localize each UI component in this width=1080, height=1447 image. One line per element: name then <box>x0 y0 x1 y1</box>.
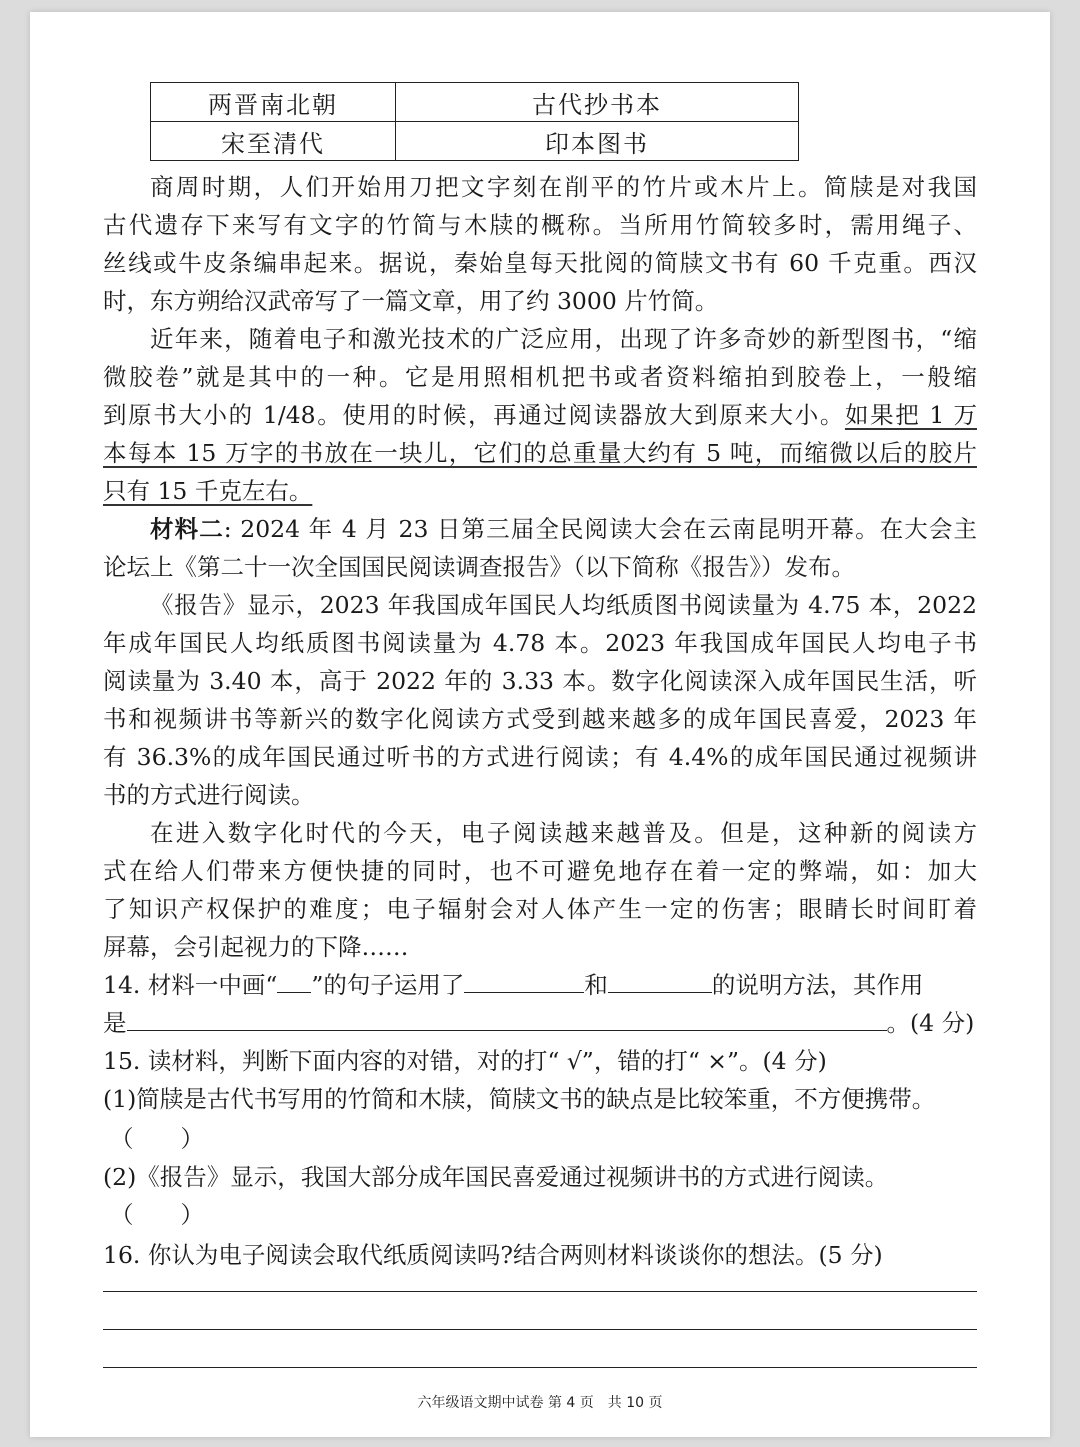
question-text: 14. 材料一中画“ <box>103 971 278 999</box>
underlined-sentence: 如果把 1 万 <box>844 401 977 429</box>
underlined-sentence: 本每本 15 万字的书放在一块儿，它们的总重量大约有 5 吨，而缩微以后的胶片 <box>103 439 977 467</box>
answer-blank[interactable] <box>277 966 311 993</box>
paragraph-line: 《报告》显示，2023 年我国成年国民人均纸质图书阅读量为 4.75 本，2022 <box>150 591 977 619</box>
answer-blank[interactable] <box>127 1004 887 1031</box>
paragraph-line <box>103 472 977 510</box>
table-cell: 宋至清代 <box>151 122 396 161</box>
paragraph-line: 式在给人们带来方便快捷的同时，也不可避免地存在着一定的弊端，如：加大 <box>103 857 977 885</box>
material-label: 材料二 <box>150 515 224 543</box>
table-cell: 印本图书 <box>396 122 799 161</box>
paragraph-line: 书的方式进行阅读。 <box>103 781 315 809</box>
table-cell: 古代抄书本 <box>396 83 799 122</box>
question-16-title: 16. 你认为电子阅读会取代纸质阅读吗?结合两则材料谈谈你的想法。(5 分) <box>103 1241 883 1269</box>
paragraph-line: 书和视频讲书等新兴的数字化阅读方式受到越来越多的成年国民喜爱，2023 年 <box>103 705 977 733</box>
paragraph-line: 年成年国民人均纸质图书阅读量为 4.78 本。2023 年我国成年国民人均电子书 <box>103 629 977 657</box>
answer-line[interactable] <box>103 1329 977 1330</box>
answer-line[interactable] <box>103 1291 977 1292</box>
question-text: 和 <box>584 971 608 999</box>
paragraph-line: 论坛上《第二十一次全国国民阅读调查报告》（以下简称《报告》）发布。 <box>103 553 855 581</box>
paragraph-line: 时，东方朔给汉武帝写了一篇文章，用了约 3000 片竹简。 <box>103 287 719 315</box>
question-15-item-2: (2)《报告》显示，我国大部分成年国民喜爱通过视频讲书的方式进行阅读。 <box>103 1163 889 1191</box>
period-table <box>150 82 799 161</box>
answer-line[interactable] <box>103 1367 977 1368</box>
question-text: ”的句子运用了 <box>311 971 465 999</box>
paragraph-line: 了知识产权保护的难度；电子辐射会对人体产生一定的伤害；眼睛长时间盯着 <box>103 895 977 923</box>
table-row <box>151 83 799 122</box>
plain-text: : 2024 年 4 月 23 日第三届全民阅读大会在云南昆明开幕。在大会主 <box>223 515 977 543</box>
paragraph-line <box>103 510 977 548</box>
exam-page <box>30 12 1050 1437</box>
paragraph-line: 近年来，随着电子和激光技术的广泛应用，出现了许多奇妙的新型图书，“缩 <box>150 325 977 353</box>
paragraph-line: 商周时期，人们开始用刀把文字刻在削平的竹片或木片上。简牍是对我国 <box>150 173 977 201</box>
question-14 <box>103 966 977 1004</box>
question-15-title: 15. 读材料，判断下面内容的对错，对的打“ √”，错的打“ ×”。(4 分) <box>103 1047 827 1075</box>
paragraph-line: 微胶卷”就是其中的一种。它是用照相机把书或者资料缩拍到胶卷上，一般缩 <box>103 363 977 391</box>
question-14-line2 <box>103 1004 977 1042</box>
question-text: 。(4 分) <box>886 1009 975 1037</box>
question-text: 是 <box>103 1009 127 1037</box>
paragraph-line <box>103 396 977 434</box>
underlined-sentence: 只有 15 千克左右。 <box>103 477 313 505</box>
paragraph-line: 古代遗存下来写有文字的竹简与木牍的概称。当所用竹简较多时，需用绳子、 <box>103 211 977 239</box>
paragraph-line: 屏幕，会引起视力的下降…… <box>103 933 409 961</box>
answer-blank[interactable] <box>608 966 712 993</box>
paragraph-line: 在进入数字化时代的今天，电子阅读越来越普及。但是，这种新的阅读方 <box>150 819 977 847</box>
paragraph-line: 阅读量为 3.40 本，高于 2022 年的 3.33 本。数字化阅读深入成年国民生活，听 <box>103 667 977 695</box>
question-15-item-1: (1)简牍是古代书写用的竹简和木牍，简牍文书的缺点是比较笨重，不方便携带。 <box>103 1085 936 1113</box>
table-cell: 两晋南北朝 <box>151 83 396 122</box>
answer-parentheses[interactable]: （ ） <box>110 1201 204 1229</box>
page-footer: 六年级语文期中试卷 第 4 页 共 10 页 <box>417 1395 663 1411</box>
paragraph-line: 有 36.3%的成年国民通过听书的方式进行阅读；有 4.4%的成年国民通过视频讲 <box>103 743 977 771</box>
question-text: 的说明方法，其作用 <box>711 971 924 999</box>
answer-parentheses[interactable]: （ ） <box>110 1125 204 1153</box>
plain-text: 到原书大小的 1/48。使用的时候，再通过阅读器放大到原来大小。 <box>103 401 845 429</box>
table-row <box>151 122 799 161</box>
paragraph-line: 丝线或牛皮条编串起来。据说，秦始皇每天批阅的简牍文书有 60 千克重。西汉 <box>103 249 977 277</box>
answer-blank[interactable] <box>464 966 584 993</box>
